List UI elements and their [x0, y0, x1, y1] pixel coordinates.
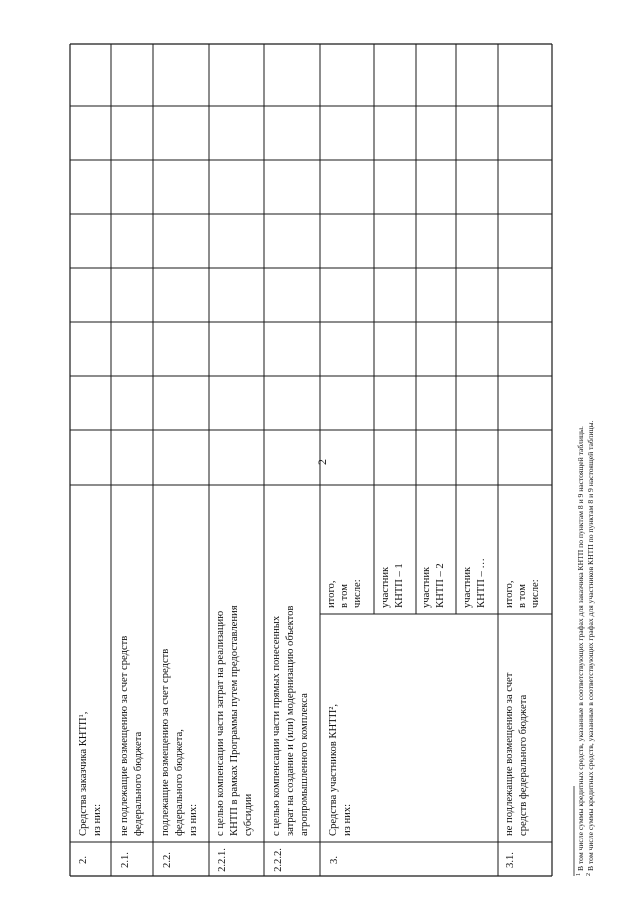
- table-row: [78, 712, 103, 864]
- sub-cell-total: [326, 579, 363, 608]
- sub-cell-line: в том: [339, 584, 350, 608]
- table-row: [119, 636, 144, 868]
- sub-cell-line: итого,: [326, 580, 337, 608]
- sub-cell-total-2: [504, 579, 541, 608]
- row-label-line: субсидии: [243, 793, 254, 836]
- row-label-line: из них:: [188, 803, 199, 836]
- row-label-line: Средства заказчика КНТП¹,: [78, 711, 89, 836]
- row-number: 2.: [78, 856, 89, 864]
- footnote-text: В том числе суммы кредитных средств, указанные в соответствующих графах для участников КНТП по пунктам 8 и 9 настоящей таблицы.: [586, 420, 595, 871]
- footnote: [576, 426, 585, 876]
- sub-cell-participant-2: [421, 563, 446, 608]
- row-number: 2.2.1.: [217, 848, 228, 872]
- row-label-line: не подлежащие возмещению за счет средств: [119, 635, 130, 836]
- sub-cell-line: в том: [517, 584, 528, 608]
- row-label-line: федерального бюджета: [133, 731, 144, 836]
- footnote-text: В том числе суммы кредитных средств, указанные в соответствующих графах для заказчика КНТП по пунктам 8 и 9 настоящей таблицы.: [576, 426, 585, 871]
- table-row: [160, 649, 199, 868]
- row-label-line: средств федерального бюджета: [518, 694, 529, 836]
- row-number: 3.1.: [505, 852, 516, 868]
- table-row: [215, 605, 254, 872]
- row-number: 2.1.: [120, 852, 131, 868]
- row-label-line: не подлежащие возмещению за счет: [504, 672, 515, 836]
- sub-cell-line: КНТП – 1: [394, 563, 405, 608]
- sub-cell-line: КНТП – …: [476, 557, 487, 608]
- row-label-line: с целью компенсации части затрат на реализацию: [215, 610, 226, 836]
- table-row: [504, 579, 541, 868]
- row-label-line: с целью компенсации части прямых понесенных: [271, 615, 282, 836]
- sub-cell-line: участник: [380, 566, 391, 608]
- row-label-line: Средства участников КНТП²,: [328, 703, 339, 836]
- row-label-line: федерального бюджета,: [174, 729, 185, 836]
- row-label-line: из них:: [92, 803, 103, 836]
- row-label-line: из них:: [342, 803, 353, 836]
- page-number: 2: [315, 459, 329, 465]
- row-number: 3.: [329, 856, 340, 864]
- table-row: [271, 606, 310, 872]
- sub-cell-line: числе:: [530, 579, 541, 608]
- sub-cell-line: числе:: [352, 579, 363, 608]
- sub-cell-line: итого,: [504, 580, 515, 608]
- row-label-line: агропромышленного комплекса: [299, 693, 310, 836]
- footnote-mark: 1: [576, 873, 582, 876]
- row-label-line: КНТП в рамках Программы путем предоставления: [229, 605, 240, 836]
- row-label-line: подлежащие возмещению за счет средств: [160, 648, 171, 836]
- row-label-line: затрат на создание и (или) модернизацию объектов: [285, 605, 296, 836]
- footnote-mark: 2: [586, 873, 592, 876]
- sub-cell-line: участник: [421, 566, 432, 608]
- row-number: 2.2.: [162, 852, 173, 868]
- sub-cell-participant-n: [462, 558, 487, 608]
- sub-cell-line: КНТП – 2: [435, 563, 446, 608]
- footnote: [586, 420, 595, 876]
- sub-cell-line: участник: [462, 566, 473, 608]
- table-row: [326, 558, 487, 864]
- sub-cell-participant-1: [380, 563, 405, 608]
- row-number: 2.2.2.: [273, 848, 284, 872]
